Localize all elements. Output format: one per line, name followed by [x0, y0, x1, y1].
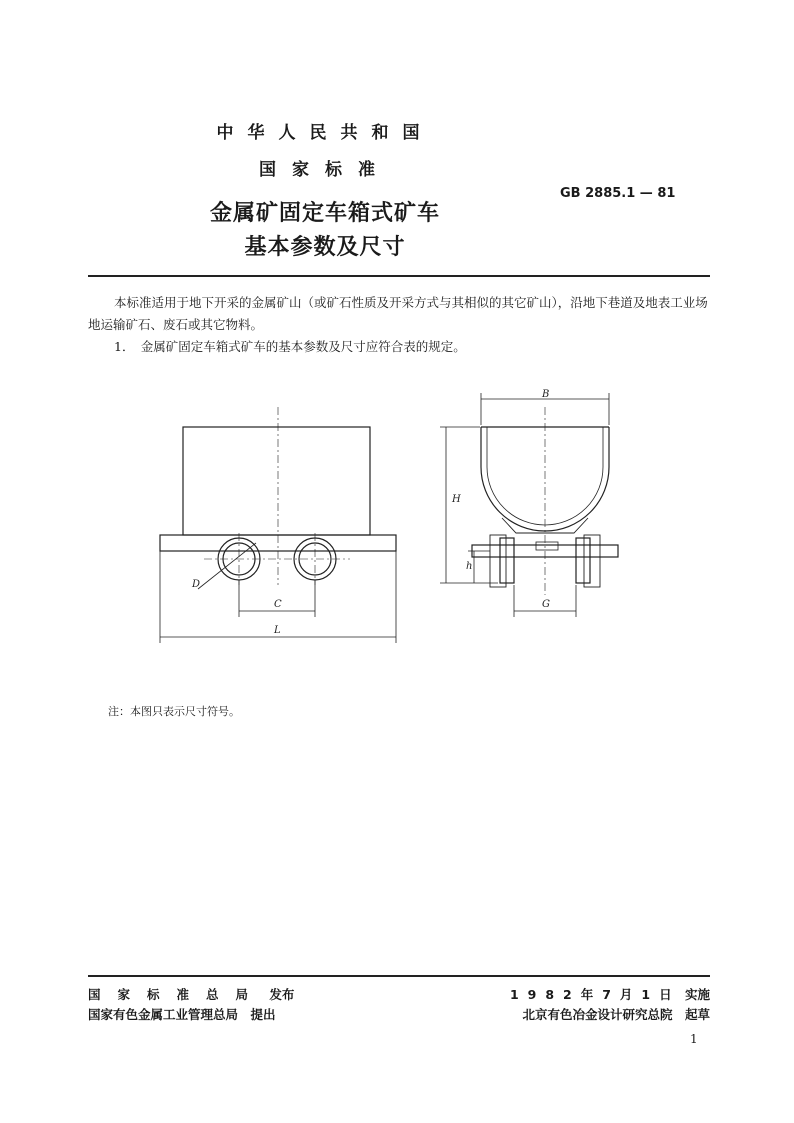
footer-drafter: 北京有色冶金设计研究总院 起草 [522, 1007, 710, 1022]
footer-divider [88, 975, 710, 977]
standard-code: GB 2885.1 — 81 [560, 186, 676, 201]
dimension-d [198, 543, 256, 589]
label-h-axle: h [466, 561, 473, 572]
effective-date: 1982年7月1日 [509, 987, 681, 1002]
footer-issuer [88, 985, 294, 1003]
label-h-total: H [452, 494, 461, 505]
label-l: L [274, 625, 281, 636]
car-body-side [183, 427, 370, 535]
issuer-action: 发布 [269, 987, 295, 1002]
footer-effective-date [510, 985, 710, 1003]
figure-note: 注：本图只表示尺寸符号。 [108, 705, 240, 718]
mine-car-drawing [150, 385, 620, 655]
label-b: B [542, 389, 550, 400]
effective-action: 实施 [684, 987, 710, 1002]
issuer-name: 国家标准总局 [88, 987, 266, 1002]
footer-proposer: 国家有色金属工业管理总局 提出 [88, 1007, 276, 1022]
national-standard-label: 国家标准 [259, 160, 391, 180]
label-d: D [192, 579, 201, 590]
clause-1-paragraph: 1． 金属矿固定车箱式矿车的基本参数及尺寸应符合表的规定。 [114, 339, 466, 354]
header-divider [88, 275, 710, 277]
label-g: G [542, 599, 550, 610]
page-number: 1 [690, 1032, 698, 1046]
scope-paragraph: 本标准适用于地下开采的金属矿山（或矿石性质及开采方式与其相似的其它矿山），沿地下巷道及地表工业场地运输矿石、废石或其它物料。 [88, 295, 708, 332]
document-title-line1: 金属矿固定车箱式矿车 [209, 201, 440, 226]
country-name: 中华人民共和国 [216, 123, 434, 143]
document-title-line2: 基本参数及尺寸 [244, 235, 406, 260]
label-c: C [274, 599, 282, 610]
